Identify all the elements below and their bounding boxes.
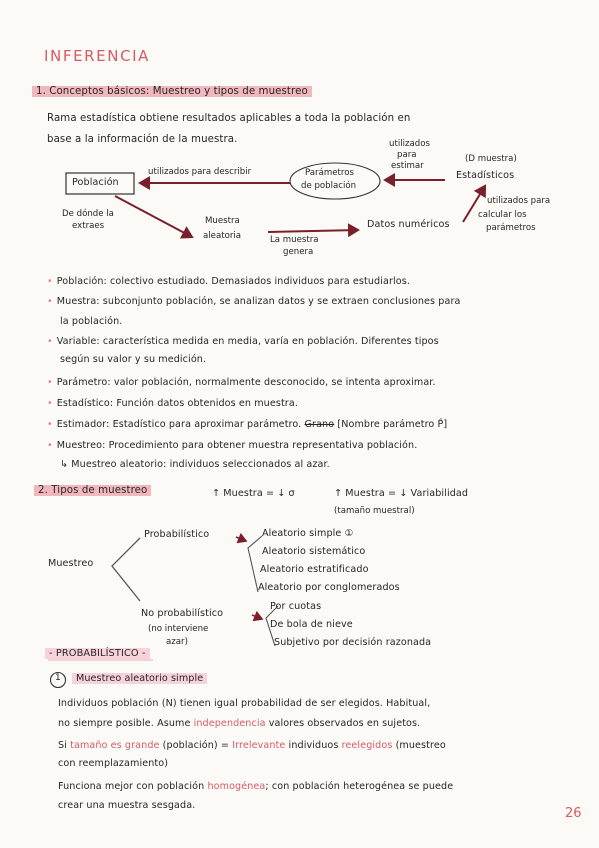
section3-heading: - PROBABILÍSTICO - <box>45 648 150 659</box>
muestreo-label: Muestreo <box>48 558 94 569</box>
describe-label: utilizados para describir <box>148 167 252 177</box>
estimar-label-3: estimar <box>391 161 424 171</box>
donde-label-2: extraes <box>72 221 105 231</box>
noprob-item-2: De bola de nieve <box>270 619 353 630</box>
noprob-item-3: Subjetivo por decisión razonada <box>274 637 432 648</box>
def-estadistico: • Estadístico: Función datos obtenidos en muestra. <box>47 398 298 409</box>
page-title: INFERENCIA <box>44 47 151 65</box>
note-sigma: ↑ Muestra = ↓ σ <box>212 488 295 499</box>
intro-line-2: base a la información de la muestra. <box>47 134 238 145</box>
def-estimador: • Estimador: Estadístico para aproximar parámetro. Grano [Nombre parámetro P̂] <box>47 419 448 430</box>
def-variable-cont: según su valor y su medición. <box>60 354 207 365</box>
def-muestra-cont: la población. <box>60 316 123 327</box>
def-muestreo-aleatorio: ↳ Muestreo aleatorio: individuos seleccionados al azar. <box>60 459 330 470</box>
intro-line-1: Rama estadística obtiene resultados aplicables a toda la población en <box>47 113 411 124</box>
parametros-label-2: de población <box>301 181 357 191</box>
s3-line-1: Individuos población (N) tienen igual probabilidad de ser elegidos. Habitual, <box>58 698 431 709</box>
def-parametro: • Parámetro: valor población, normalmente desconocido, se intenta aproximar. <box>47 377 436 388</box>
dmuestra-label: (D muestra) <box>465 154 517 164</box>
section2-heading: 2. Tipos de muestreo <box>34 485 151 496</box>
sub-heading: Muestreo aleatorio simple <box>72 673 207 684</box>
muestreo-brace <box>112 538 140 601</box>
noprob-label-1: No probabilístico <box>141 608 224 619</box>
datos-label: Datos numéricos <box>367 219 450 230</box>
calcular-label-2: calcular los <box>478 210 527 220</box>
arrow-extract <box>115 196 192 237</box>
genera-label-1: La muestra <box>270 235 319 245</box>
s3-line-6: crear una muestra sesgada. <box>58 800 196 811</box>
prob-item-2: Aleatorio sistemático <box>262 546 366 557</box>
noprob-label-2: (no interviene <box>148 624 209 634</box>
genera-label-2: genera <box>283 247 314 257</box>
s3-line-5: Funciona mejor con población homogénea; con población heterogénea se puede <box>58 781 454 792</box>
estimar-label-2: para <box>397 150 417 160</box>
def-muestra: • Muestra: subconjunto población, se analizan datos y se extraen conclusiones para <box>47 296 461 307</box>
prob-item-4: Aleatorio por conglomerados <box>258 582 400 593</box>
calcular-label-1: utilizados para <box>487 196 551 206</box>
calcular-label-3: parámetros <box>486 223 536 233</box>
note-variabilidad: ↑ Muestra = ↓ Variabilidad <box>334 488 469 499</box>
def-variable: • Variable: característica medida en media, varía en población. Diferentes tipos <box>47 336 439 347</box>
prob-item-1: Aleatorio simple ① <box>262 528 354 539</box>
parametros-label-1: Parámetros <box>305 168 354 178</box>
poblacion-label: Población <box>72 177 119 188</box>
noprob-label-3: azar) <box>166 637 188 647</box>
muestra-aleatoria-2: aleatoria <box>203 231 242 241</box>
def-poblacion: • Población: colectivo estudiado. Demasiados individuos para estudiarlos. <box>47 276 411 287</box>
arrow-generate <box>268 230 358 232</box>
muestra-aleatoria-1: Muestra <box>205 216 240 226</box>
estimar-label-1: utilizados <box>389 139 430 149</box>
def-muestreo: • Muestreo: Procedimiento para obtener muestra representativa población. <box>47 440 418 451</box>
s3-line-2: no siempre posible. Asume independencia valores observados en sujetos. <box>58 718 421 729</box>
estadisticos-label: Estadísticos <box>456 170 515 181</box>
note-tamano: (tamaño muestral) <box>334 506 415 516</box>
section1-heading: 1. Conceptos básicos: Muestreo y tipos de muestreo <box>32 86 312 97</box>
page-number: 26 <box>565 806 582 821</box>
s3-line-3: Si tamaño es grande (población) = Irrelevante individuos reelegidos (muestreo <box>58 740 446 751</box>
donde-label-1: De dónde la <box>62 209 114 219</box>
s3-line-4: con reemplazamiento) <box>58 758 169 769</box>
prob-item-3: Aleatorio estratificado <box>260 564 369 575</box>
noprob-item-1: Por cuotas <box>270 601 322 612</box>
probabilistico-label: Probabilístico <box>144 529 210 540</box>
sub-number: 1 <box>55 673 61 683</box>
